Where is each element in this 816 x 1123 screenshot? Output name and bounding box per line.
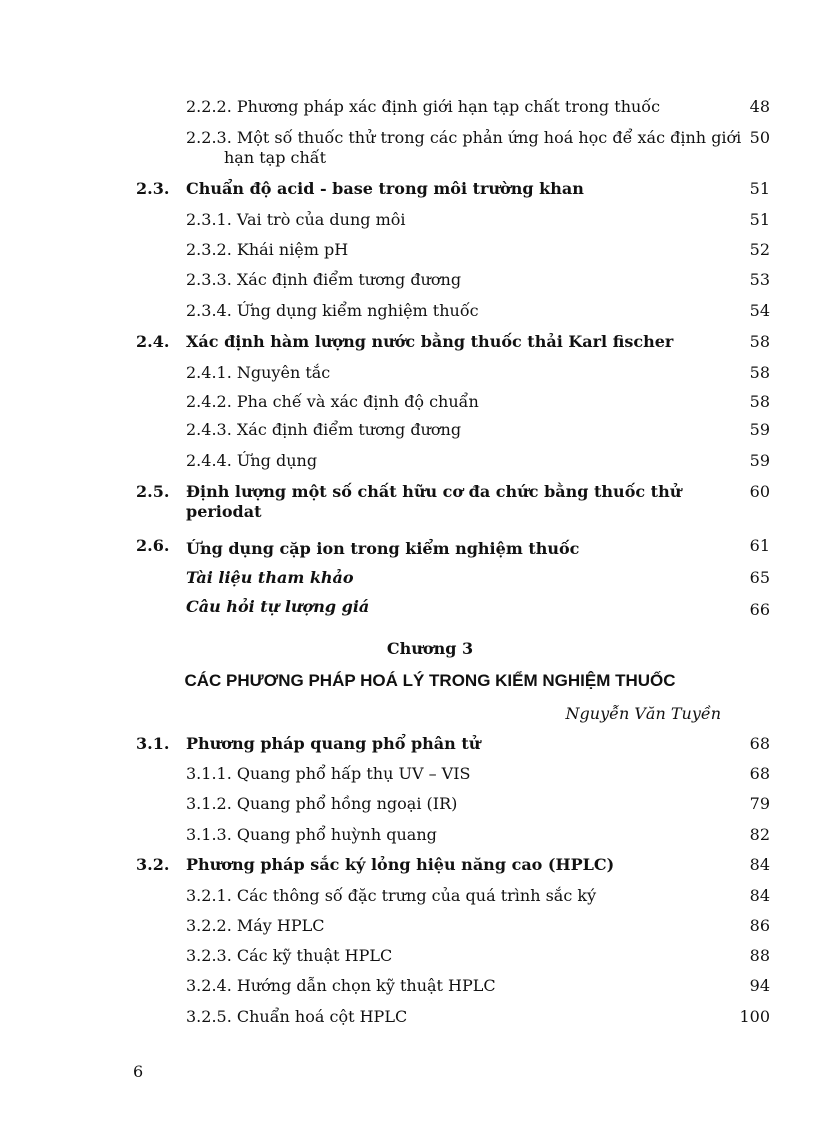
toc-entry-title: Xác định hàm lượng nước bằng thuốc thải Karl fischer [186, 332, 674, 351]
toc-entry-title: Tài liệu tham khảo [186, 568, 354, 587]
toc-entry-title: Phương pháp quang phổ phân tử [186, 734, 481, 753]
toc-entry-page: 66 [749, 600, 770, 619]
toc-entry-title: Phương pháp sắc ký lỏng hiệu năng cao (HPLC) [186, 855, 615, 874]
toc-entry-title: 3.2.5. Chuẩn hoá cột HPLC [186, 1007, 408, 1026]
toc-entry-title: Định lượng một số chất hữu cơ đa chức bằng thuốc thử periodat [186, 482, 682, 521]
toc-entry-title: 2.2.3. Một số thuốc thử trong các phản ứng hoá học để xác định giới hạn tạp chất [186, 128, 742, 167]
toc-entry-title: 2.4.3. Xác định điểm tương đương [186, 420, 462, 439]
toc-entry-page: 58 [749, 392, 770, 411]
toc-entry-title: 3.1.3. Quang phổ huỳnh quang [186, 825, 437, 844]
toc-entry-page: 59 [749, 420, 770, 439]
toc-entry-title: 3.2.2. Máy HPLC [186, 916, 325, 935]
chapter-title: CÁC PHƯƠNG PHÁP HOÁ LÝ TRONG KIỂM NGHIỆM THUỐC [184, 671, 676, 690]
toc-entry-title: 2.2.2. Phương pháp xác định giới hạn tạp chất trong thuốc [186, 97, 661, 116]
toc-entry-page: 61 [749, 536, 770, 555]
toc-entry-page: 94 [749, 976, 770, 995]
toc-entry-page: 84 [749, 886, 770, 905]
toc-entry-number: 2.3. [136, 179, 170, 198]
chapter-label: Chương 3 [386, 639, 474, 658]
toc-entry-page: 100 [739, 1007, 770, 1026]
toc-entry-page: 86 [749, 916, 770, 935]
toc-entry-page: 84 [749, 855, 770, 874]
toc-entry-page: 52 [749, 240, 770, 259]
toc-entry-page: 53 [749, 270, 770, 289]
toc-entry-page: 79 [749, 794, 770, 813]
toc-entry-page: 60 [749, 482, 770, 501]
toc-entry-title: 2.3.2. Khái niệm pH [186, 240, 349, 259]
toc-entry-page: 48 [749, 97, 770, 116]
toc-entry-page: 50 [749, 128, 770, 147]
toc-entry-number: 3.2. [136, 855, 170, 874]
toc-entry-page: 51 [749, 210, 770, 229]
toc-entry-title: 2.4.4. Ứng dụng [186, 451, 318, 470]
toc-entry-page: 68 [749, 764, 770, 783]
toc-entry-number: 3.1. [136, 734, 170, 753]
toc-entry-title: 3.1.1. Quang phổ hấp thụ UV – VIS [186, 764, 471, 783]
toc-entry-title: 3.2.1. Các thông số đặc trưng của quá trình sắc ký [186, 886, 597, 905]
toc-entry-number: 2.4. [136, 332, 170, 351]
toc-entry-number: 2.5. [136, 482, 170, 501]
toc-entry-title: 3.2.4. Hướng dẫn chọn kỹ thuật HPLC [186, 976, 496, 995]
toc-entry-title: 2.3.4. Ứng dụng kiểm nghiệm thuốc [186, 301, 479, 320]
toc-entry-page: 58 [749, 363, 770, 382]
toc-entry-page: 88 [749, 946, 770, 965]
toc-entry-title: Ứng dụng cặp ion trong kiểm nghiệm thuốc [186, 539, 580, 558]
toc-entry-number: 2.6. [136, 536, 170, 555]
toc-entry-page: 65 [749, 568, 770, 587]
page-number: 6 [133, 1062, 144, 1081]
toc-entry-title: 2.4.2. Pha chế và xác định độ chuẩn [186, 392, 479, 411]
toc-entry-title: 3.1.2. Quang phổ hồng ngoại (IR) [186, 794, 458, 813]
toc-entry-title: Chuẩn độ acid - base trong môi trường khan [186, 179, 584, 198]
toc-entry-title: 2.4.1. Nguyên tắc [186, 363, 331, 382]
chapter-author: Nguyễn Văn Tuyền [565, 704, 721, 723]
toc-entry-page: 51 [749, 179, 770, 198]
toc-entry-page: 58 [749, 332, 770, 351]
toc-entry-title: 2.3.3. Xác định điểm tương đương [186, 270, 462, 289]
toc-entry-page: 68 [749, 734, 770, 753]
toc-entry-page: 59 [749, 451, 770, 470]
toc-entry-title: Câu hỏi tự lượng giá [186, 597, 370, 616]
toc-entry-title: 3.2.3. Các kỹ thuật HPLC [186, 946, 393, 965]
toc-entry-page: 54 [749, 301, 770, 320]
toc-entry-title: 2.3.1. Vai trò của dung môi [186, 210, 406, 229]
toc-entry-page: 82 [749, 825, 770, 844]
